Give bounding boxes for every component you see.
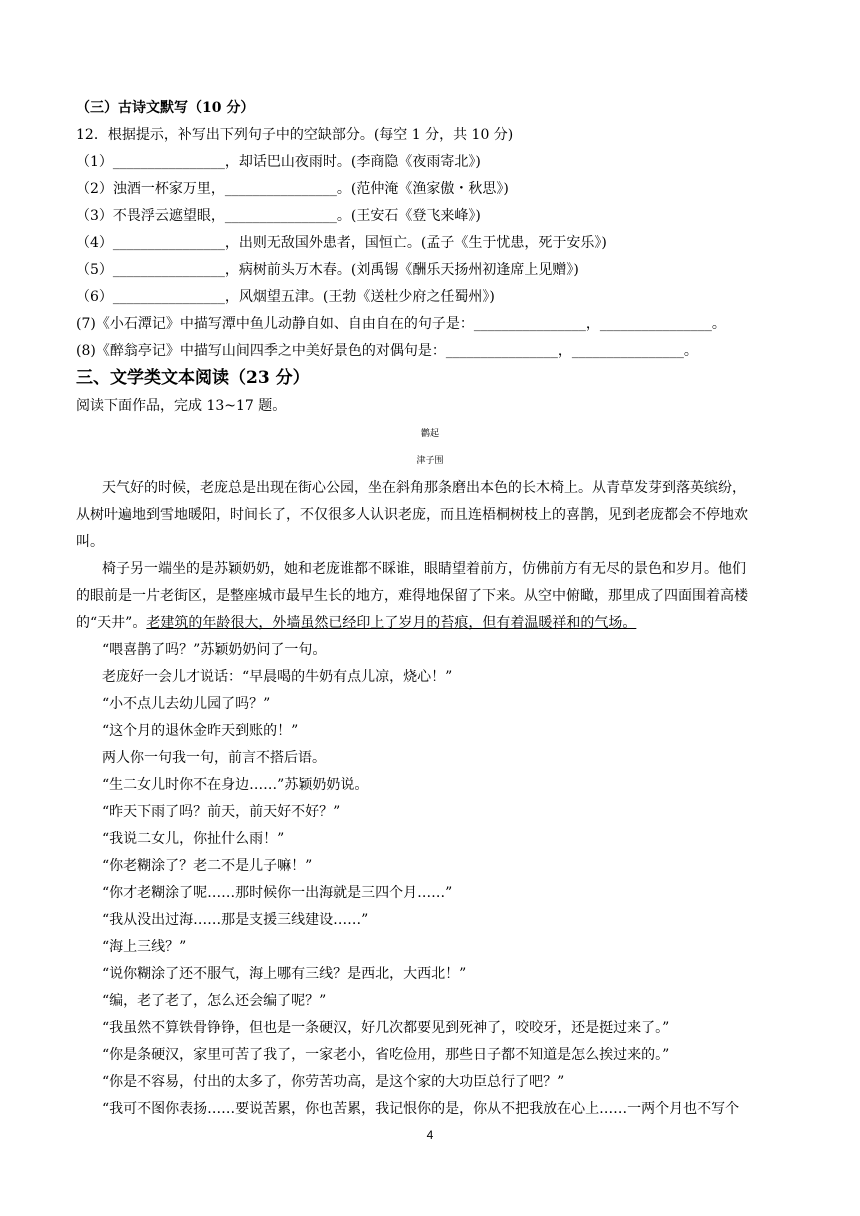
story-line: 从树叶遍地到雪地暖阳，时间长了，不仅很多人认识老庞，而且连梧桐树枝上的喜鹊，见到老庞都会不停地欢 [76,507,748,523]
dialogue-line: “编，老了老了，怎么还会编了呢？” [102,993,327,1009]
poetry-item-7: (7)《小石潭记》中描写潭中鱼儿动静自如、自由自在的句子是：________________，________________。 [76,316,726,332]
poetry-item-8: (8)《醉翁亭记》中描写山间四季之中美好景色的对偶句是：________________，________________。 [76,343,698,359]
dialogue-line: “我虽然不算铁骨铮铮，但也是一条硬汉，好几次都要见到死神了，咬咬牙，还是挺过来了。” [102,1020,670,1036]
dialogue-line: “我从没出过海……那是支援三线建设……” [102,912,369,928]
dialogue-line: “我可不图你表扬……要说苦累，你也苦累，我记恨你的是，你从不把我放在心上……一两个月也不写个 [102,1101,740,1117]
story-line: 叫。 [76,534,104,550]
story-author: 津子围 [416,456,444,466]
story-line-tianjing [76,613,636,633]
dialogue-line: “小不点儿去幼儿园了吗？” [102,696,271,712]
dialogue-line: “我说二女儿，你扯什么雨！” [102,831,285,847]
dialogue-line: “你才老糊涂了呢……那时候你一出海就是三四个月……” [102,885,453,901]
story-title: 鹳起 [420,429,439,439]
reading-instruction: 阅读下面作品，完成 13~17 题。 [76,398,287,414]
dialogue-line: “喂喜鹊了吗？”苏颖奶奶问了一句。 [102,642,327,658]
dialogue-line: “你是不容易，付出的太多了，你劳苦功高，是这个家的大功臣总行了吧？” [102,1074,565,1090]
story-line: 椅子另一端坐的是苏颖奶奶，她和老庞谁都不睬谁，眼睛望着前方，仿佛前方有无尽的景色和岁月。他们 [102,561,746,577]
story-line: 天气好的时候，老庞总是出现在街心公园，坐在斜角那条磨出本色的长木椅上。从青草发芽到落英缤纷， [102,480,746,496]
story-line-tianjing-text: 的“天井”。 [76,615,147,631]
section-heading-poetry: （三）古诗文默写（10 分） [76,100,255,116]
dialogue-line: “海上三线？” [102,939,187,955]
dialogue-line: “说你糊涂了还不服气，海上哪有三线？是西北，大西北！” [102,966,467,982]
poetry-item-4: （4）________________，出则无敌国外患者，国恒亡。(孟子《生于忧患，死于安乐》) [76,235,607,251]
poetry-item-6: （6）________________，风烟望五津。(王勃《送杜少府之任蜀州》) [76,289,495,305]
dialogue-line: “这个月的退休金昨天到账的！” [102,723,299,739]
page-number: 4 [426,1128,434,1142]
story-line: 的眼前是一片老街区，是整座城市最早生长的地方，难得地保留了下来。从空中俯瞰，那里成了四面围着高楼 [76,588,748,604]
section-heading-reading: 三、文学类文本阅读（23 分） [76,368,310,388]
dialogue-line: “生二女儿时你不在身边……”苏颖奶奶说。 [102,777,369,793]
question-12-prompt: 12．根据提示，补写出下列句子中的空缺部分。(每空 1 分，共 10 分) [76,127,514,143]
poetry-item-1: （1）________________，却话巴山夜雨时。(李商隐《夜雨寄北》) [76,154,481,170]
dialogue-line: 老庞好一会儿才说话：“早晨喝的牛奶有点儿凉，烧心！” [102,669,453,685]
dialogue-line: 两人你一句我一句，前言不搭后语。 [102,750,326,766]
dialogue-line: “昨天下雨了吗？前天，前天好不好？” [102,804,341,820]
poetry-item-3: （3）不畏浮云遮望眼，________________。(王安石《登飞来峰》) [76,208,481,224]
dialogue-line: “你老糊涂了？老二不是儿子嘛！” [102,858,313,874]
poetry-item-2: （2）浊酒一杯家万里，________________。(范仲淹《渔家傲・秋思》) [76,181,509,197]
dialogue-line: “你是条硬汉，家里可苦了我了，一家老小，省吃俭用，那些日子都不知道是怎么挨过来的。” [102,1047,670,1063]
poetry-item-5: （5）________________，病树前头万木春。(刘禹锡《酬乐天扬州初逢席上见赠》) [76,262,579,278]
underlined-sentence: 老建筑的年龄很大，外墙虽然已经印上了岁月的苔痕，但有着温暖祥和的气场。 [146,615,637,631]
